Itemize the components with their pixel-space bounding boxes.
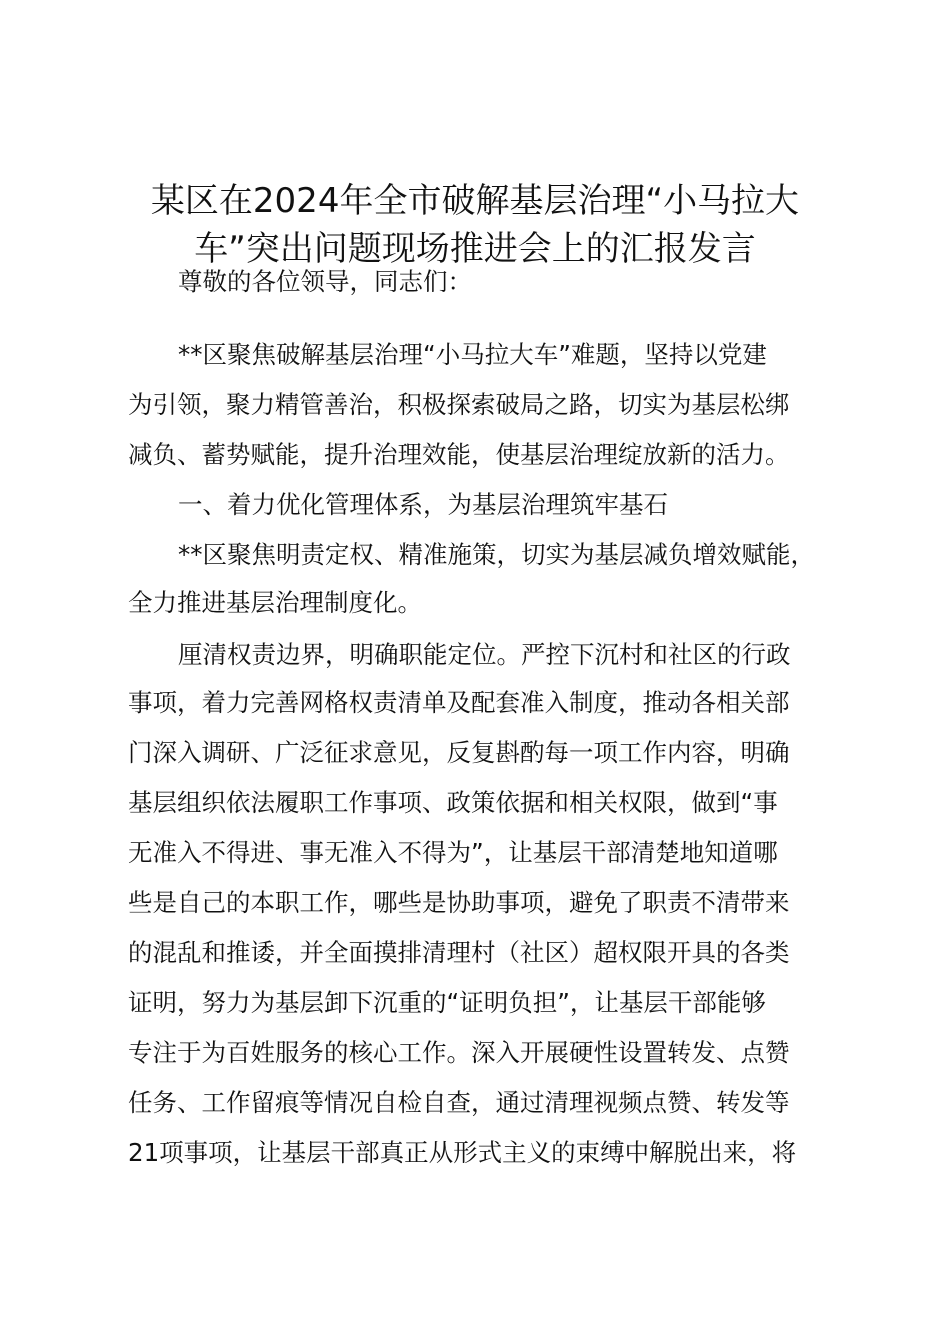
text-line: 尊敬的各位领导，同志们： xyxy=(178,267,472,296)
text-line: **区聚焦明责定权、精准施策，切实为基层减负增效赋能， xyxy=(178,540,815,569)
text-line: 的混乱和推诿，并全面摸排清理村（社区）超权限开具的各类 xyxy=(128,938,790,967)
title-line-1: 某区在2024年全市破解基层治理“小马拉大 xyxy=(150,181,800,221)
text-line: 21项事项，让基层干部真正从形式主义的束缚中解脱出来，将 xyxy=(128,1138,797,1167)
text-line: 证明，努力为基层卸下沉重的“证明负担”，让基层干部能够 xyxy=(128,988,766,1017)
text-line: 事项，着力完善网格权责清单及配套准入制度，推动各相关部 xyxy=(128,688,790,717)
title-line-2: 车”突出问题现场推进会上的汇报发言 xyxy=(194,229,756,269)
text-line: 基层组织依法履职工作事项、政策依据和相关权限，做到“事 xyxy=(128,788,778,817)
text-line: 厘清权责边界，明确职能定位。严控下沉村和社区的行政 xyxy=(178,640,791,669)
text-line: 减负、蓄势赋能，提升治理效能，使基层治理绽放新的活力。 xyxy=(128,440,790,469)
text-line: 无准入不得进、事无准入不得为”，让基层干部清楚地知道哪 xyxy=(128,838,778,867)
text-line: 任务、工作留痕等情况自检自查，通过清理视频点赞、转发等 xyxy=(128,1088,790,1117)
text-line: 一、着力优化管理体系，为基层治理筑牢基石 xyxy=(178,490,668,519)
text-line: 为引领，聚力精管善治，积极探索破局之路，切实为基层松绑 xyxy=(128,390,790,419)
text-line: 全力推进基层治理制度化。 xyxy=(128,588,422,617)
text-line: 专注于为百姓服务的核心工作。深入开展硬性设置转发、点赞 xyxy=(128,1038,790,1067)
text-line: **区聚焦破解基层治理“小马拉大车”难题，坚持以党建 xyxy=(178,340,767,369)
text-line: 些是自己的本职工作，哪些是协助事项，避免了职责不清带来 xyxy=(128,888,790,917)
text-line: 门深入调研、广泛征求意见，反复斟酌每一项工作内容，明确 xyxy=(128,738,790,767)
